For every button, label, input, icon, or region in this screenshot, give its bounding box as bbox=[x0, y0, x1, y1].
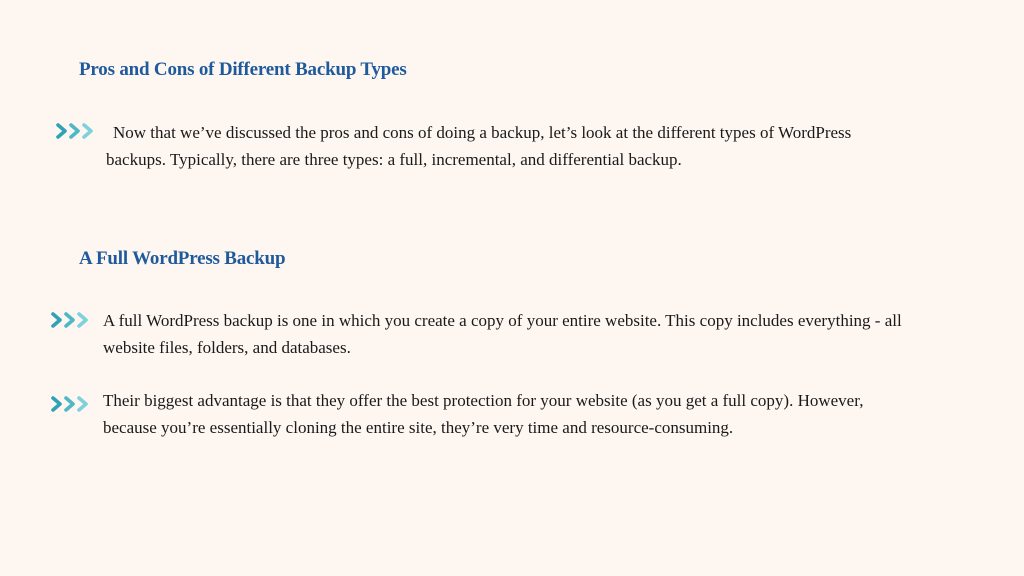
paragraph-full-backup-advantage: Their biggest advantage is that they offer the best protection for your website (as you get a full copy). However, because you’re essentially cloning the entire site, they’re very time and resource-consuming. bbox=[103, 391, 864, 437]
triple-chevron-right-icon bbox=[50, 311, 96, 329]
triple-chevron-right-icon bbox=[50, 395, 96, 413]
section-heading-backup-types: Pros and Cons of Different Backup Types bbox=[79, 59, 407, 80]
triple-chevron-right-icon bbox=[55, 122, 101, 140]
paragraph-full-backup-definition: A full WordPress backup is one in which you create a copy of your entire website. This copy includes everything - all website files, folders, and databases. bbox=[103, 311, 902, 357]
paragraph-intro: Now that we’ve discussed the pros and cons of doing a backup, let’s look at the different types of WordPress backups. Typically, there are three types: a full, incremental, and differential backup. bbox=[106, 123, 852, 169]
section-heading-full-backup: A Full WordPress Backup bbox=[79, 248, 286, 269]
